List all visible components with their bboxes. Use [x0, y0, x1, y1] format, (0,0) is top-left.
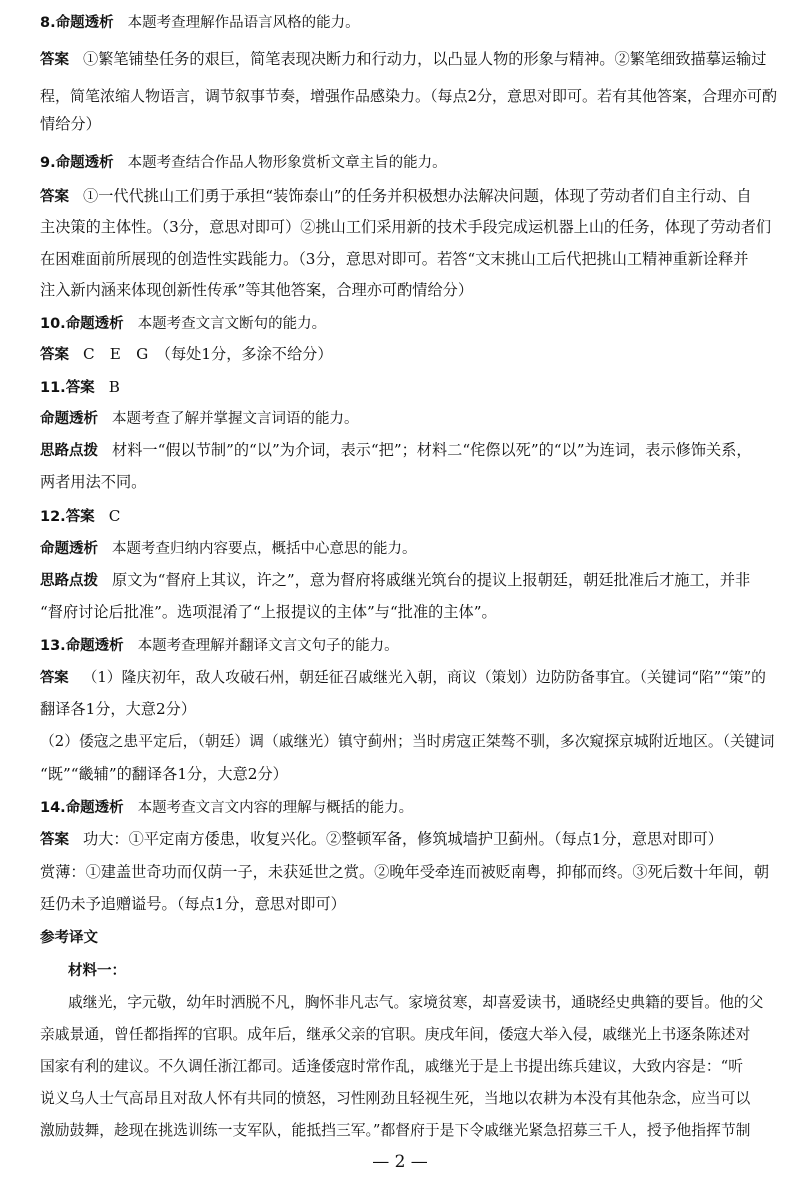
- q9-stem-line: [40, 152, 447, 173]
- q13-answer-text1: （1）隆庆初年，敌人攻破石州，朝廷征召戚继光入朝，商议（策划）边防防备事宜。（关键词“陷”“策”的: [82, 669, 766, 686]
- q11-number: 11.: [40, 380, 66, 396]
- q8-number: 8.: [40, 15, 56, 31]
- q8-answer-line2: 程，简笔浓缩人物语言，调节叙事节奏，增强作品感染力。（每点2分，意思对即可。若有其他答案，合理亦可酌: [40, 87, 778, 105]
- q8-answer-text1: ①繁笔铺垫任务的艰巨，简笔表现决断力和行动力，以凸显人物的形象与精神。②繁笔细致描摹运输过: [83, 50, 767, 68]
- translation-heading-text: 参考译文: [40, 930, 98, 946]
- translation-line5: 激励鼓舞，趁现在挑选训练一支军队，能抵挡三军。”都督府于是下令戚继光紧急招募三千人，授予他指挥节制: [40, 1122, 751, 1139]
- q12-number: 12.: [40, 509, 66, 525]
- q8-answer-label: 答案: [40, 52, 69, 68]
- translation-line3: 国家有利的建议。不久调任浙江都司。适逢倭寇时常作乱，戚继光于是上书提出练兵建议，大致内容是：“听: [40, 1058, 744, 1075]
- q8-answer-line1: [40, 49, 766, 70]
- q13-answer-line2: 翻译各1分，大意2分）: [40, 700, 197, 718]
- q12-analysis-label: 命题透析: [40, 541, 98, 557]
- q11-hint-text1: 材料一“假以节制”的“以”为介词，表示“把”；材料二“侘傺以死”的“以”为连词，表示修饰关系，: [112, 441, 752, 459]
- q8-label: 命题透析: [55, 15, 114, 31]
- q13-stem: 本题考查理解并翻译文言文句子的能力。: [137, 638, 399, 654]
- q14-number: 14.: [40, 800, 66, 816]
- q11-hint-line2: 两者用法不同。: [40, 473, 147, 491]
- q14-answer-line1: [40, 829, 723, 850]
- q11-hint-label: 思路点拨: [40, 443, 98, 459]
- q13-answer-line1: [40, 667, 766, 688]
- q13-answer-label: 答案: [40, 670, 69, 686]
- translation-line1: 戚继光，字元敬，幼年时洒脱不凡，胸怀非凡志气。家境贫寒，却喜爱读书，通晓经史典籍的要旨。他的父: [68, 994, 764, 1011]
- material-one-heading: [68, 960, 140, 981]
- translation-line2: 亲戚景通，曾任都指挥的官职。成年后，继承父亲的官职。庚戌年间，倭寇大举入侵，戚继光上书逐条陈述对: [40, 1026, 751, 1043]
- q12-hint-label: 思路点拨: [40, 573, 98, 589]
- q9-answer-line2: 主决策的主体性。（3分，意思对即可）②挑山工们采用新的技术手段完成运机器上山的任务，体现了劳动者们: [40, 218, 772, 236]
- q8-stem: 本题考查理解作品语言风格的能力。: [127, 15, 360, 31]
- q9-number: 9.: [40, 155, 56, 171]
- q13-label: 命题透析: [65, 638, 124, 654]
- q12-answer-line: [40, 506, 120, 527]
- q8-answer-line3: 情给分）: [40, 115, 101, 133]
- q11-answer-line: [40, 377, 120, 398]
- q12-hint-text1: 原文为“督府上其议，许之”，意为督府将戚继光筑台的提议上报朝廷，朝廷批准后才施工，并非: [112, 571, 751, 589]
- q11-analysis-label: 命题透析: [40, 411, 98, 427]
- q12-analysis-line: [40, 538, 417, 559]
- q12-hint-line2: “督府讨论后批准”。选项混淆了“上报提议的主体”与“批准的主体”。: [40, 603, 497, 621]
- translation-line4: 说义乌人士气高昂且对敌人怀有共同的愤怒，习性刚劲且轻视生死，当地以农耕为本没有其他杂念，应当可以: [40, 1090, 751, 1107]
- q14-label: 命题透析: [65, 800, 124, 816]
- material-one-heading-text: 材料一：: [68, 963, 126, 979]
- q12-answer-value: C: [108, 507, 121, 525]
- translation-heading: [40, 927, 112, 948]
- q14-answer-line2: 赏薄：①建盖世奇功而仅荫一子，未获延世之赏。②晚年受牵连而被贬南粤，抑郁而终。③死后数十年间，朝: [40, 863, 769, 881]
- q11-analysis-line: [40, 408, 359, 429]
- q10-number: 10.: [40, 316, 66, 332]
- q13-stem-line: [40, 635, 399, 656]
- q8-stem-line: [40, 12, 360, 33]
- q10-stem: 本题考查文言文断句的能力。: [137, 316, 327, 332]
- q12-answer-label: 答案: [65, 509, 95, 525]
- q12-hint-line1: [40, 570, 750, 591]
- q9-answer-line4: 注入新内涵来体现创新性传承”等其他答案，合理亦可酌情给分）: [40, 281, 474, 299]
- q9-label: 命题透析: [55, 155, 114, 171]
- q10-answer-label: 答案: [40, 347, 69, 363]
- q11-analysis-text: 本题考查了解并掌握文言词语的能力。: [112, 411, 359, 427]
- q10-stem-line: [40, 313, 326, 334]
- q11-hint-line1: [40, 440, 752, 461]
- q12-analysis-text: 本题考查归纳内容要点，概括中心意思的能力。: [112, 541, 417, 557]
- q13-answer-line4: “既”“畿辅”的翻译各1分，大意2分）: [40, 765, 288, 783]
- q11-answer-value: B: [108, 378, 120, 396]
- q10-answer-text: C E G （每处1分，多涂不给分）: [83, 345, 333, 363]
- q9-answer-label: 答案: [40, 189, 69, 205]
- q9-answer-text1: ①一代代挑山工们勇于承担“装饰泰山”的任务并积极想办法解决问题，体现了劳动者们自主行动、自: [83, 187, 752, 205]
- q10-label: 命题透析: [65, 316, 124, 332]
- q13-number: 13.: [40, 638, 66, 654]
- q9-answer-line1: [40, 186, 752, 207]
- q14-answer-text1: 功大：①平定南方倭患，收复兴化。②整顿军备，修筑城墙护卫蓟州。（每点1分，意思对即可）: [83, 830, 723, 848]
- q11-answer-label: 答案: [65, 380, 95, 396]
- q14-stem: 本题考查文言文内容的理解与概括的能力。: [137, 800, 414, 816]
- page-number: — 2 —: [372, 1152, 428, 1172]
- q10-answer-line: [40, 344, 333, 365]
- q13-answer-line3: （2）倭寇之患平定后，（朝廷）调（戚继光）镇守蓟州；当时虏寇正桀骜不驯，多次窥探京城附近地区。（关键词: [40, 733, 775, 750]
- q14-stem-line: [40, 797, 413, 818]
- q9-answer-line3: 在困难面前所展现的创造性实践能力。（3分，意思对即可。若答“文末挑山工后代把挑山工精神重新诠释并: [40, 250, 749, 268]
- q14-answer-line3: 廷仍未予追赠谥号。（每点1分，意思对即可）: [40, 895, 346, 913]
- q14-answer-label: 答案: [40, 832, 69, 848]
- q9-stem: 本题考查结合作品人物形象赏析文章主旨的能力。: [127, 155, 447, 171]
